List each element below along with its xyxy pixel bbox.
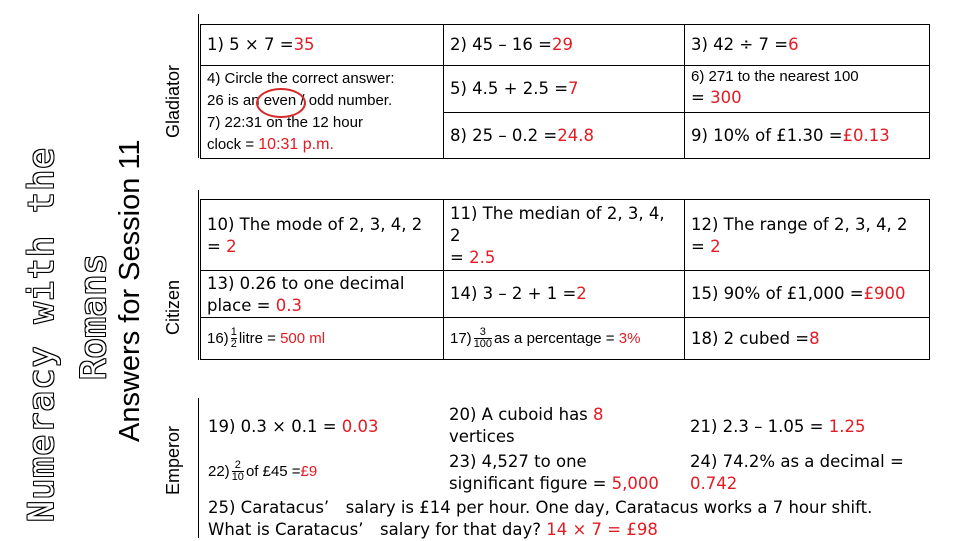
answer-5: 7 <box>568 79 579 98</box>
question-14: 14) 3 – 2 + 1 = 2 <box>443 270 685 318</box>
question-20: 20) A cuboid has 8 vertices <box>449 405 604 446</box>
question-24: 24) 74.2% as a decimal = 0.742 <box>690 452 904 493</box>
question-13: 13) 0.26 to one decimal place = 0.3 <box>200 270 444 318</box>
answer-7: 10:31 p.m. <box>258 136 334 153</box>
question-15: 15) 90% of £1,000 = £900 <box>684 270 930 318</box>
question-23: 23) 4,527 to one significant figure = 5,000 <box>449 452 659 493</box>
question-4-line1: 4) Circle the correct answer: <box>207 70 395 87</box>
question-25: 25) Caratacus’ salary is £14 per hour. One day, Caratacus works a 7 hour shift. What is Caratacus’ salary for that day? 14 × 7 = £98 <box>208 498 873 539</box>
question-16: 16) $\frac{1}{2}$ litre = 500 ml <box>200 317 444 360</box>
page-title-romans: Romans <box>74 253 114 380</box>
answer-25: 14 × 7 = £98 <box>546 520 658 539</box>
answer-8: 24.8 <box>557 125 594 145</box>
fraction-17: $\frac{3}{100}$ <box>473 326 493 350</box>
level-divider-emperor <box>198 398 199 538</box>
level-label-citizen: Citizen <box>163 279 183 335</box>
question-10: 10) The mode of 2, 3, 4, 2 = 2 <box>200 199 444 271</box>
question-17: 17) $\frac{3}{100}$ as a percentage = 3% <box>443 317 685 360</box>
question-2: 2) 45 – 16 = 29 <box>443 24 685 66</box>
answer-11: 2.5 <box>469 248 496 267</box>
answer-23: 5,000 <box>611 474 659 493</box>
answer-15: £900 <box>863 284 906 303</box>
answer-21: 1.25 <box>828 417 866 436</box>
question-19: 19) 0.3 × 0.1 = 0.03 <box>208 417 379 436</box>
question-5: 5) 4.5 + 2.5 = 7 <box>443 65 685 113</box>
level-divider-citizen <box>198 190 199 360</box>
answer-13: 0.3 <box>275 296 302 315</box>
answer-6: 300 <box>710 88 742 107</box>
question-6: 6) 271 to the nearest 100 = 300 <box>684 65 930 113</box>
answer-19: 0.03 <box>341 417 379 436</box>
question-9: 9) 10% of £1.30 = £0.13 <box>684 112 930 159</box>
session-subtitle: Answers for Session 11 <box>114 139 146 442</box>
question-1: 1) 5 × 7 = 35 <box>200 24 444 66</box>
answer-17: 3% <box>618 329 641 347</box>
answer-18: 8 <box>809 328 820 348</box>
question-11: 11) The median of 2, 3, 4, 2 = 2.5 <box>443 199 685 271</box>
question-4-7: 4) Circle the correct answer: 26 is an even / odd number. 7) 22:31 on the 12 hour clock = 10:31 p.m. <box>200 65 444 159</box>
question-8: 8) 25 – 0.2 = 24.8 <box>443 112 685 159</box>
answer-20: 8 <box>593 405 604 424</box>
level-label-emperor: Emperor <box>163 425 183 495</box>
question-3: 3) 42 ÷ 7 = 6 <box>684 24 930 66</box>
answer-14: 2 <box>576 284 587 303</box>
question-22: 22) $\frac{2}{10}$ of £45 = £9 <box>208 459 318 483</box>
fraction-22: $\frac{2}{10}$ <box>231 459 244 483</box>
question-7-line1: 7) 22:31 on the 12 hour <box>207 114 363 131</box>
answer-22: £9 <box>300 462 318 480</box>
question-21: 21) 2.3 – 1.05 = 1.25 <box>690 417 866 436</box>
answer-16: 500 ml <box>280 329 326 347</box>
fraction-16: $\frac{1}{2}$ <box>230 326 237 350</box>
answer-24: 0.742 <box>690 474 738 493</box>
question-18: 18) 2 cubed = 8 <box>684 317 930 360</box>
level-divider-gladiator <box>198 14 199 158</box>
page-title: Numeracy with the <box>22 146 62 522</box>
answer-9: £0.13 <box>842 125 890 145</box>
level-label-gladiator: Gladiator <box>163 64 183 138</box>
answer-1: 35 <box>293 35 315 54</box>
answer-4-circle <box>256 88 306 118</box>
question-12: 12) The range of 2, 3, 4, 2 = 2 <box>684 199 930 271</box>
answer-12: 2 <box>710 237 721 256</box>
answer-2: 29 <box>551 35 573 54</box>
answer-10: 2 <box>226 237 237 256</box>
question-4-line2: 26 is an even / odd number. <box>207 92 393 109</box>
answer-3: 6 <box>788 35 799 54</box>
